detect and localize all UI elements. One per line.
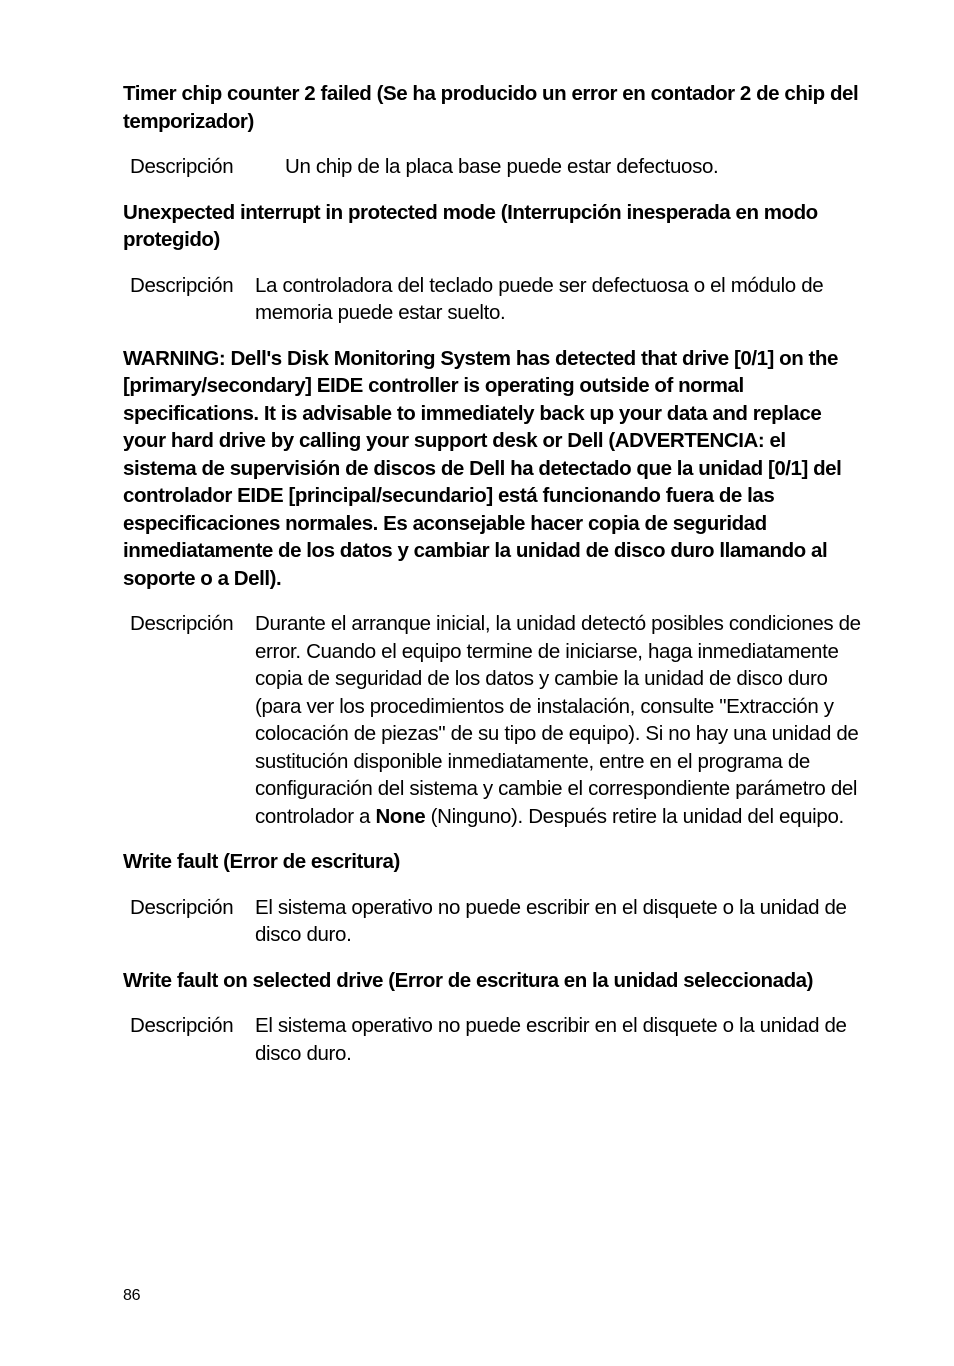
entry-title: WARNING: Dell's Disk Monitoring System has detected that drive [0/1] on the [primary/secondary] EIDE controller is operating outside of normal specifications. It is advisable to immediately back up your data and replace your hard drive by calling your support desk or Dell (ADVERTENCIA: el sistema de supervisión de discos de Dell ha detectado que la unidad [0/1] del controlador EIDE [principal/secundario] está funcionando fuera de las especificaciones normales. Es aconsejable hacer copia de seguridad inmediatamente de los datos y cambiar la unidad de disco duro llamando al soporte o a Dell). [123, 346, 842, 590]
error-entry [123, 345, 861, 831]
description-text: Un chip de la placa base puede estar defectuoso. [285, 155, 719, 178]
error-entry [123, 967, 861, 1068]
description-label: Descripción [130, 155, 234, 178]
page-content [123, 80, 861, 1085]
entry-title: Write fault (Error de escritura) [123, 850, 400, 873]
description-text-part: (Ninguno). Después retire la unidad del equipo. [425, 804, 844, 828]
description-row [123, 153, 861, 181]
entry-title: Write fault on selected drive (Error de escritura en la unidad seleccionada) [123, 968, 813, 992]
description-text-part: Durante el arranque inicial, la unidad detectó posibles condiciones de error. Cuando el equipo termine de iniciarse, haga inmediatamente copia de seguridad de los datos y cambie la unidad de disco duro (para ver los procedimientos de instalación, consulte "Extracción y colocación de piezas" de su tipo de equipo). Si no hay una unidad de sustitución disponible inmediatamente, entre en el programa de configuración del sistema y cambie el correspondiente parámetro del controlador a [255, 612, 861, 828]
setting-keyword: None [375, 804, 426, 828]
description-text: El sistema operativo no puede escribir en el disquete o la unidad de disco duro. [255, 1014, 847, 1065]
description-row [123, 894, 861, 949]
entry-title: Unexpected interrupt in protected mode (Interrupción inesperada en modo protegido) [123, 200, 818, 251]
page-number: 86 [123, 1287, 141, 1304]
error-entry [123, 199, 861, 327]
entry-title: Timer chip counter 2 failed (Se ha producido un error en contador 2 de chip del temporizador) [123, 82, 859, 133]
error-entry [123, 80, 861, 181]
error-entry [123, 848, 861, 949]
description-text: La controladora del teclado puede ser defectuosa o el módulo de memoria puede estar suelto. [255, 273, 824, 324]
description-text [255, 610, 861, 830]
description-label: Descripción [130, 1014, 234, 1037]
description-row [123, 610, 861, 830]
description-text: El sistema operativo no puede escribir en el disquete o la unidad de disco duro. [255, 895, 847, 946]
description-label: Descripción [130, 273, 234, 297]
description-label: Descripción [130, 895, 234, 919]
description-row [123, 272, 861, 327]
description-label: Descripción [130, 612, 234, 635]
description-row [123, 1012, 861, 1067]
